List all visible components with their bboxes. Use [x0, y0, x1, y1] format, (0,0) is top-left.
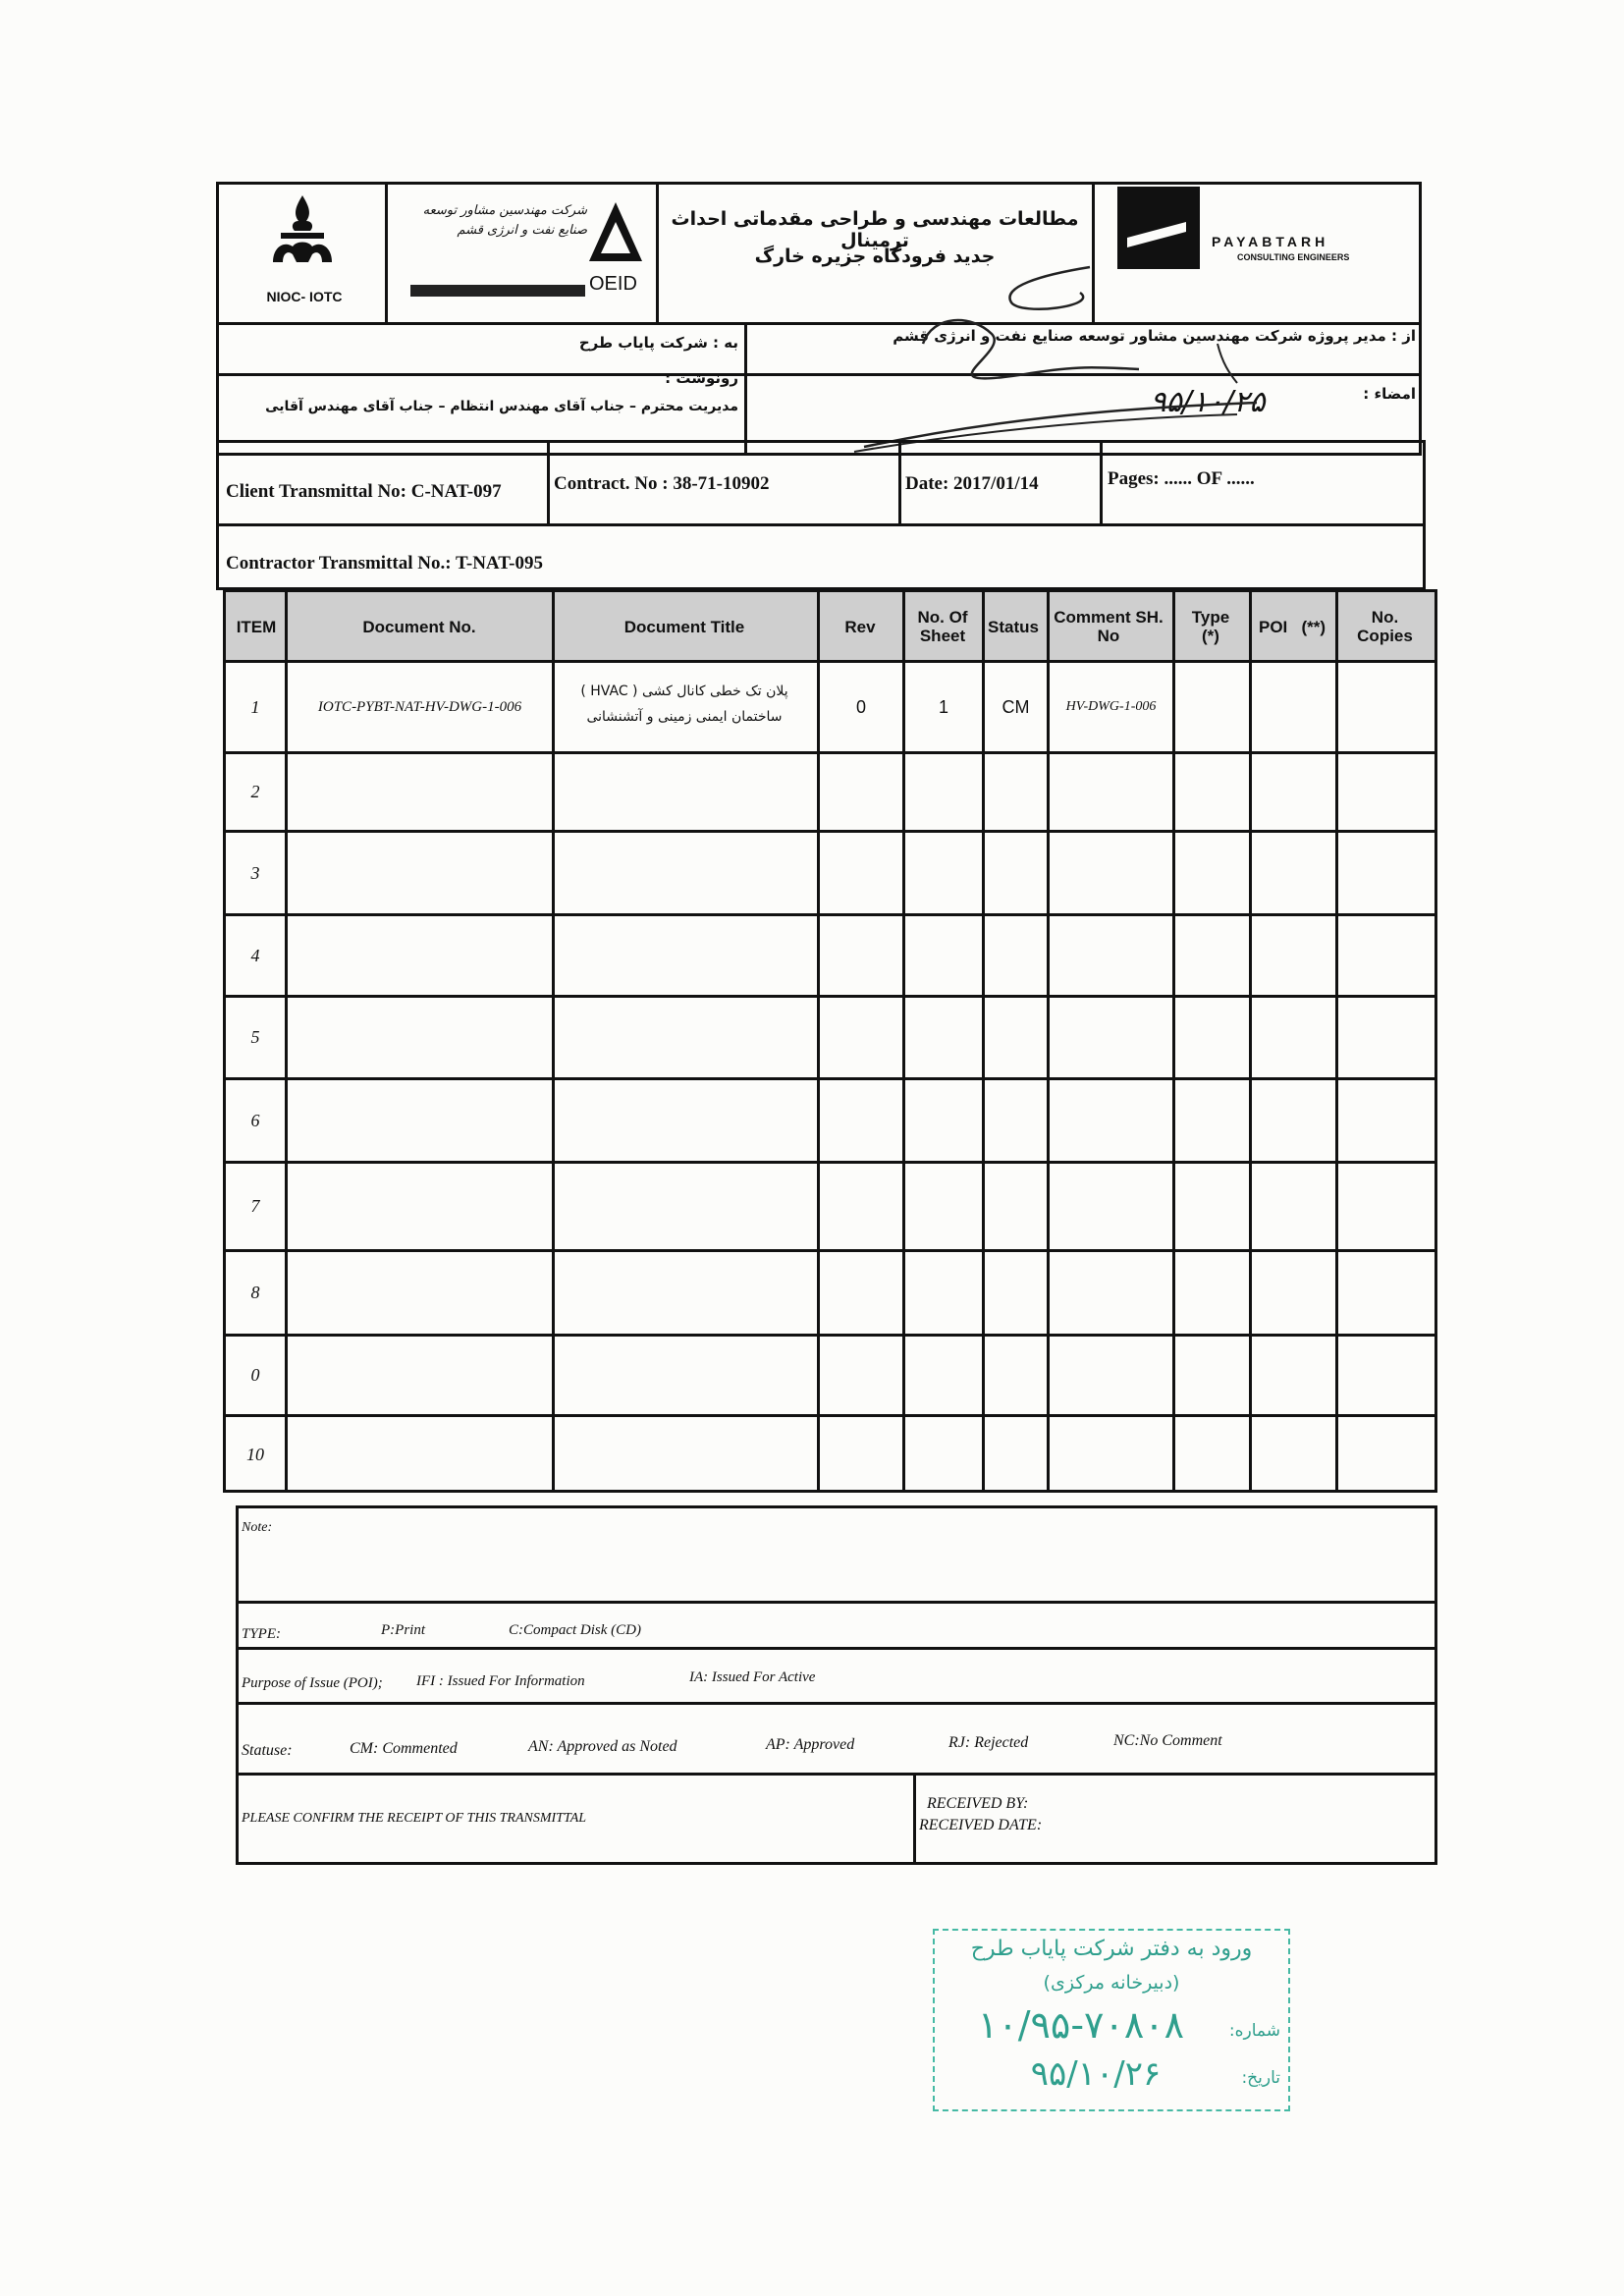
confirm-receipt: PLEASE CONFIRM THE RECEIPT OF THIS TRANSMITTAL: [242, 1811, 587, 1826]
status-approved: AP: Approved: [766, 1736, 855, 1753]
col-header-item: ITEM: [226, 592, 287, 661]
col-header-status: Status: [982, 592, 1045, 661]
received-date: RECEIVED DATE:: [919, 1817, 1043, 1833]
col-header-comment: Comment SH. No: [1045, 592, 1172, 661]
nioc-logo: [263, 191, 342, 270]
stamp-line2: (دبیرخانه مرکزی): [1043, 1972, 1180, 1994]
col-header-type: Type (*): [1172, 592, 1249, 661]
table-row-1-document-no: IOTC-PYBT-NAT-HV-DWG-1-006: [317, 698, 522, 715]
document-date: Date: 2017/01/14: [905, 473, 1039, 494]
col-header-rev: Rev: [817, 592, 903, 661]
stamp-date-value: ۹۵/۱۰/۲۶: [1030, 2054, 1162, 2094]
payabtarh-name: PAYABTARH: [1212, 234, 1329, 249]
pages-count: Pages: ...... OF ......: [1108, 468, 1255, 489]
table-row-1-item: 1: [250, 696, 260, 717]
type-compact-disk: C:Compact Disk (CD): [509, 1622, 641, 1638]
col-header-copies: No. Copies: [1335, 592, 1435, 661]
table-row-5-item: 5: [250, 1027, 260, 1047]
table-row-1-status: CM: [1001, 696, 1030, 717]
table-row-9-item: 0: [250, 1365, 260, 1385]
stamp-number-label: شماره:: [1228, 2021, 1280, 2041]
poi-ifi: IFI : Issued For Information: [416, 1673, 585, 1689]
from-line: از : مدیر پروژه شرکت مهندسین مشاور توسعه صنایع نفت و انرژی قشم: [893, 327, 1416, 345]
client-transmittal: Client Transmittal No: C-NAT-097: [226, 481, 502, 502]
handwritten-date: ۹۵/۱۰/۲۵: [1150, 385, 1266, 419]
project-title-line2: جدید فرودگاه جزیره خارگ: [754, 246, 996, 267]
nioc-flame-icon: [263, 191, 342, 270]
cc-label: رونوشت :: [665, 369, 738, 387]
table-row-10-item: 10: [246, 1445, 264, 1464]
table-row-3-item: 3: [250, 862, 260, 883]
table-row-8-item: 8: [250, 1283, 260, 1302]
table-row-4-item: 4: [250, 945, 260, 965]
oeid-script-text: شرکت مهندسین مشاور توسعه صنایع نفت و انرژی قشم: [422, 203, 587, 238]
stamp-date-label: تاریخ:: [1241, 2068, 1280, 2088]
table-row-1-comment: HV-DWG-1-006: [1065, 699, 1157, 714]
table-row-6-item: 6: [250, 1110, 260, 1130]
contractor-transmittal: Contractor Transmittal No.: T-NAT-095: [226, 553, 543, 574]
status-rejected: RJ: Rejected: [948, 1734, 1029, 1751]
nioc-caption: NIOC- IOTC: [266, 289, 343, 304]
to-line: به : شرکت پایاب طرح: [578, 334, 738, 352]
table-row-1-sheets: 1: [938, 696, 948, 717]
col-header-document-title: Document Title: [552, 592, 817, 661]
poi-label: Purpose of Issue (POI);: [242, 1675, 383, 1691]
status-no-comment: NC:No Comment: [1113, 1732, 1222, 1749]
oeid-banner: [410, 285, 585, 297]
oeid-logo: [585, 198, 646, 267]
status-label: Statuse:: [242, 1742, 293, 1759]
col-header-sheets: No. Of Sheet: [903, 592, 982, 661]
project-title-line1: مطالعات مهندسی و طراحی مقدماتی احداث ترمینال: [671, 208, 1079, 251]
oeid-triangle-icon: [585, 198, 646, 267]
oeid-caption: OEID: [589, 273, 637, 295]
signature-label: امضاء :: [1363, 385, 1416, 403]
poi-ia: IA: Issued For Active: [689, 1669, 816, 1685]
table-row-2-item: 2: [250, 782, 260, 801]
table-row-1-rev: 0: [855, 696, 866, 717]
stamp-line1: ورود به دفتر شرکت پایاب طرح: [970, 1937, 1253, 1961]
type-label: TYPE:: [242, 1626, 282, 1642]
contract-number: Contract. No : 38-71-10902: [554, 473, 770, 494]
col-header-poi: POI (**): [1249, 592, 1335, 661]
table-row-1-title-line2: ساختمان ایمنی زمینی و آتشنشانی: [586, 709, 783, 725]
status-approved-as-noted: AN: Approved as Noted: [528, 1738, 677, 1755]
note-label: Note:: [242, 1520, 273, 1535]
stamp-number-value: ۱۰/۹۵-۷۰۸۰۸: [977, 2003, 1185, 2047]
table-row-1-title-line1: پلان تک خطی کانال کشی ( HVAC ): [580, 683, 788, 699]
payabtarh-subtitle: CONSULTING ENGINEERS: [1237, 252, 1350, 262]
cc-text: مدیریت محترم – جناب آقای مهندس انتظام – جناب آقای مهندس آقایی: [265, 399, 738, 414]
received-by: RECEIVED BY:: [927, 1795, 1029, 1812]
type-print: P:Print: [381, 1622, 425, 1638]
col-header-document-no: Document No.: [287, 592, 552, 661]
signature-scribble: [844, 196, 1276, 462]
table-row-7-item: 7: [250, 1196, 260, 1216]
status-commented: CM: Commented: [350, 1740, 458, 1757]
